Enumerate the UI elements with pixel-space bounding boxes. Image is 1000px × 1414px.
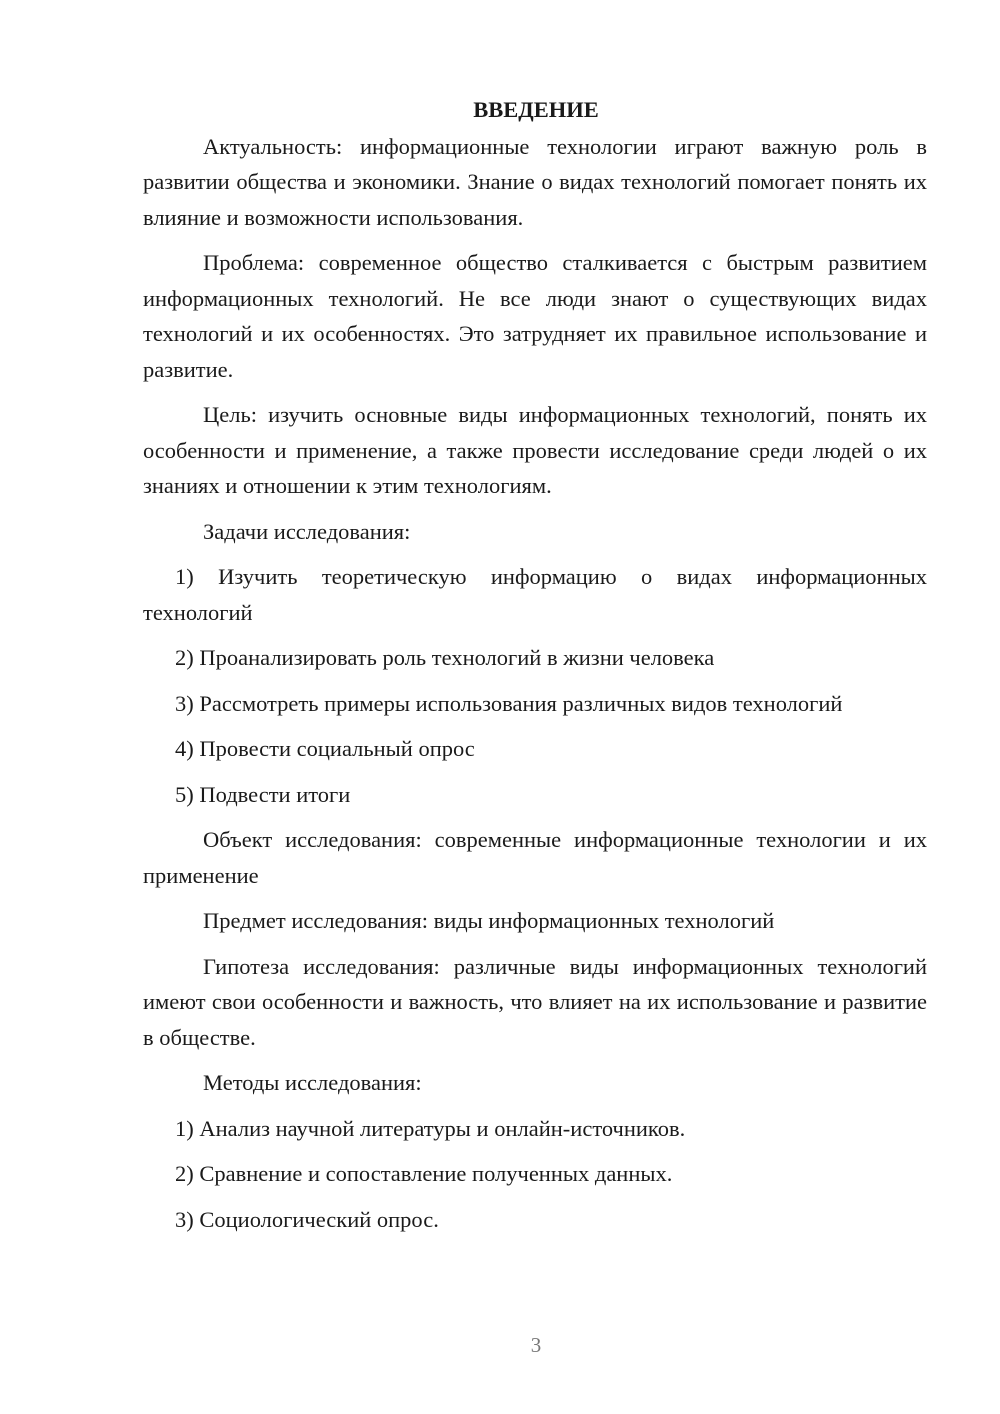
problem-paragraph: Проблема: современное общество сталкивается с быстрым развитием информационных технологий. Не все люди знают о существующих видах технологий и их особенностях. Это затрудняет их правильное использование и развитие. bbox=[143, 250, 927, 382]
methods-title: Методы исследования: bbox=[203, 1070, 422, 1095]
method-item-3: 3) Социологический опрос. bbox=[175, 1206, 439, 1232]
page-content bbox=[143, 92, 927, 1237]
goal-paragraph: Цель: изучить основные виды информационных технологий, понять их особенности и применение, а также провести исследование среди людей о их знаниях и отношении к этим технологиям. bbox=[143, 402, 927, 498]
subject-paragraph: Предмет исследования: виды информационных технологий bbox=[203, 908, 775, 933]
task-item-4: 4) Провести социальный опрос bbox=[175, 736, 475, 761]
task-item-3: 3) Рассмотреть примеры использования различных видов технологий bbox=[175, 690, 843, 716]
task-item-1: 1) Изучить теоретическую информацию о видах информационных технологий bbox=[143, 564, 927, 625]
hypothesis-paragraph: Гипотеза исследования: различные виды информационных технологий имеют свои особенности и важность, что влияет на их использование и развитие в обществе. bbox=[143, 953, 927, 1050]
tasks-title: Задачи исследования: bbox=[203, 518, 411, 544]
method-item-1: 1) Анализ научной литературы и онлайн-источников. bbox=[175, 1115, 686, 1141]
task-item-2: 2) Проанализировать роль технологий в жизни человека bbox=[175, 645, 715, 670]
section-heading: ВВЕДЕНИЕ bbox=[473, 97, 599, 122]
object-paragraph: Объект исследования: современные информационные технологии и их применение bbox=[143, 827, 927, 888]
task-item-5: 5) Подвести итоги bbox=[175, 781, 351, 807]
method-item-2: 2) Сравнение и сопоставление полученных данных. bbox=[175, 1161, 673, 1186]
relevance-paragraph: Актуальность: информационные технологии играют важную роль в развитии общества и экономики. Знание о видах технологий помогает понять их влияние и возможности использования. bbox=[143, 133, 927, 230]
page-number: 3 bbox=[530, 1333, 542, 1357]
